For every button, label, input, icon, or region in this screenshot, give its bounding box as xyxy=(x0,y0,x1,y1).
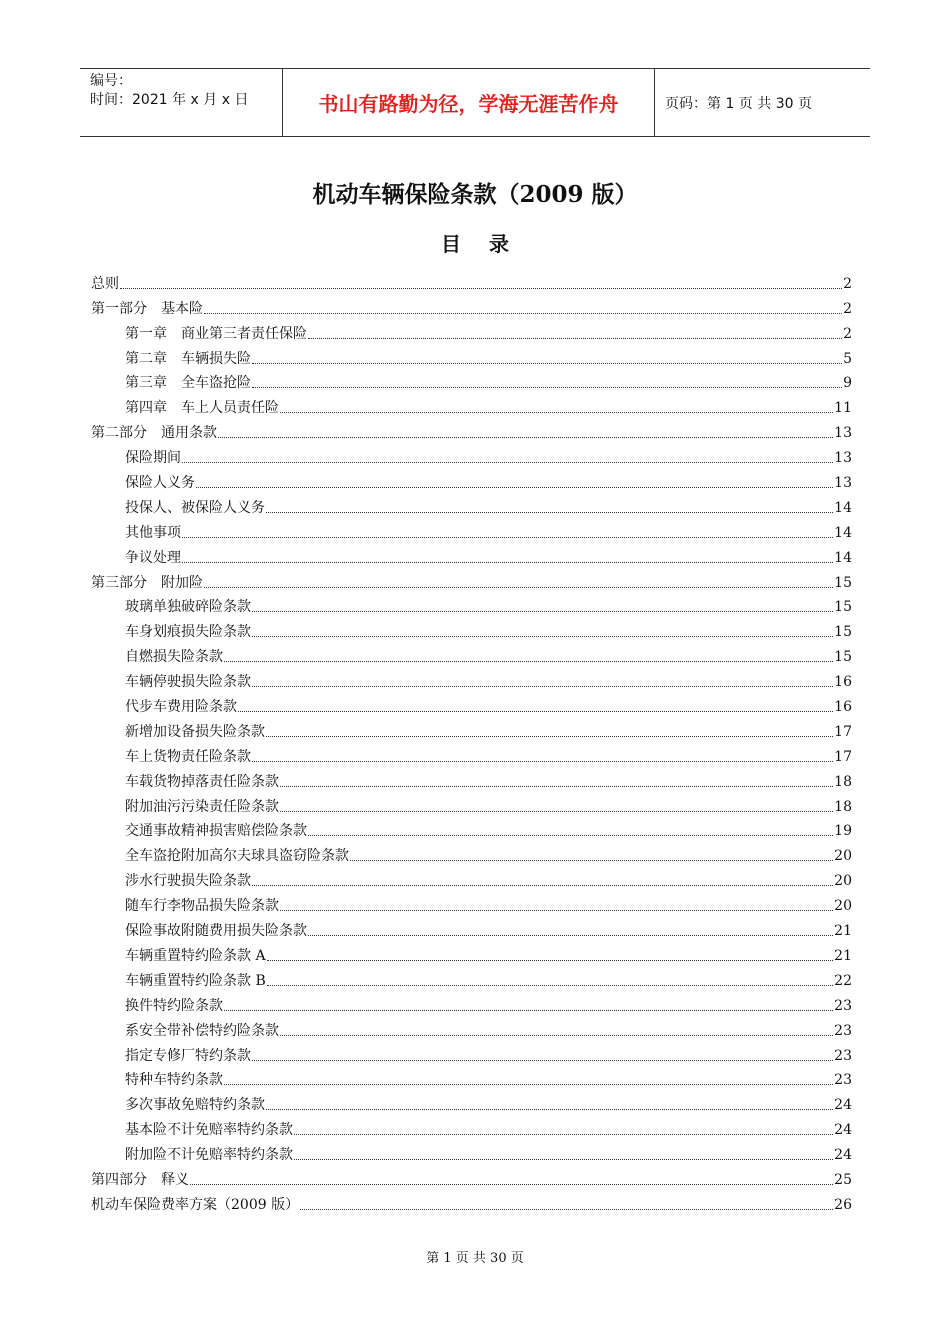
toc-entry-page: 26 xyxy=(834,1196,852,1213)
toc-leader-dots xyxy=(280,412,833,413)
toc-entry[interactable] xyxy=(91,592,852,617)
toc-entry[interactable] xyxy=(91,1040,852,1065)
toc-entry-label: 投保人、被保险人义务 xyxy=(125,499,265,516)
toc-entry-label: 附加油污污染责任险条款 xyxy=(125,798,279,815)
toc-entry-page: 15 xyxy=(834,574,852,591)
toc-entry-label: 第四章 车上人员责任险 xyxy=(125,400,279,417)
toc-leader-dots xyxy=(266,736,833,737)
toc-entry-label: 换件特约险条款 xyxy=(125,997,223,1014)
toc-entry[interactable] xyxy=(91,492,852,517)
header-page-info: 页码：第 1 页 共 30 页 xyxy=(665,95,812,112)
toc-leader-dots xyxy=(308,338,842,339)
toc-entry[interactable] xyxy=(91,442,852,467)
toc-leader-dots xyxy=(267,960,834,961)
toc-entry-label: 保险人义务 xyxy=(125,475,195,492)
toc-leader-dots xyxy=(190,1184,833,1185)
toc-entry-label: 车身划痕损失险条款 xyxy=(125,624,251,641)
toc-leader-dots xyxy=(252,611,833,612)
toc-entry-label: 代步车费用险条款 xyxy=(125,699,237,716)
toc-entry[interactable] xyxy=(91,417,852,442)
toc-entry[interactable] xyxy=(91,1015,852,1040)
toc-leader-dots xyxy=(120,288,842,289)
toc-entry[interactable] xyxy=(91,890,852,915)
toc-entry-label: 机动车保险费率方案（2009 版） xyxy=(91,1196,300,1213)
toc-entry-label: 第三部分 附加险 xyxy=(91,574,203,591)
toc-entry[interactable] xyxy=(91,641,852,666)
toc-entry-label: 随车行李物品损失险条款 xyxy=(125,898,279,915)
toc-leader-dots xyxy=(280,910,833,911)
toc-entry-label: 总则 xyxy=(91,275,119,292)
page-footer: 第 1 页 共 30 页 xyxy=(426,1251,524,1266)
toc-entry-label: 车辆重置特约险条款 B xyxy=(125,972,266,989)
toc-leader-dots xyxy=(252,636,833,637)
toc-entry-label: 其他事项 xyxy=(125,524,181,541)
toc-entry-page: 25 xyxy=(834,1171,852,1188)
header-left-cell xyxy=(80,69,282,136)
toc-entry-page: 23 xyxy=(834,1022,852,1039)
toc-entry-label: 玻璃单独破碎险条款 xyxy=(125,599,251,616)
toc-entry-page: 22 xyxy=(834,972,852,989)
toc-entry[interactable] xyxy=(91,517,852,542)
toc-leader-dots xyxy=(294,1134,833,1135)
toc-entry[interactable] xyxy=(91,616,852,641)
toc-entry[interactable] xyxy=(91,666,852,691)
toc-entry-page: 20 xyxy=(834,873,852,890)
toc-heading: 目录 xyxy=(441,232,537,256)
toc-entry-page: 2 xyxy=(843,300,852,317)
toc-entry-page: 15 xyxy=(834,599,852,616)
toc-entry-page: 17 xyxy=(834,748,852,765)
toc-entry[interactable] xyxy=(91,816,852,841)
toc-entry-label: 第二部分 通用条款 xyxy=(91,425,217,442)
toc-leader-dots xyxy=(182,537,833,538)
motto: 书山有路勤为径，学海无涯苦作舟 xyxy=(282,69,655,136)
toc-entry-label: 第三章 全车盗抢险 xyxy=(125,375,251,392)
toc-entry-page: 2 xyxy=(843,325,852,342)
toc-leader-dots xyxy=(224,661,833,662)
toc-entry[interactable] xyxy=(91,691,852,716)
toc-entry-page: 20 xyxy=(834,898,852,915)
toc-entry[interactable] xyxy=(91,865,852,890)
toc-entry[interactable] xyxy=(91,567,852,592)
toc-leader-dots xyxy=(196,487,833,488)
toc-entry-label: 系安全带补偿特约险条款 xyxy=(125,1022,279,1039)
toc-entry[interactable] xyxy=(91,840,852,865)
toc-entry-page: 5 xyxy=(843,350,852,367)
toc-entry[interactable] xyxy=(91,1114,852,1139)
toc-entry-page: 13 xyxy=(834,475,852,492)
toc-entry-label: 车上货物责任险条款 xyxy=(125,748,251,765)
toc-entry-page: 11 xyxy=(834,400,852,417)
toc-entry-page: 2 xyxy=(843,275,852,292)
toc-entry-label: 全车盗抢附加高尔夫球具盗窃险条款 xyxy=(125,848,349,865)
toc-entry[interactable] xyxy=(91,1189,852,1214)
toc-entry-page: 14 xyxy=(834,549,852,566)
toc-entry-label: 指定专修厂特约条款 xyxy=(125,1047,251,1064)
toc-entry-label: 保险期间 xyxy=(125,450,181,467)
toc-entry-label: 特种车特约条款 xyxy=(125,1072,223,1089)
toc-entry-label: 第四部分 释义 xyxy=(91,1171,189,1188)
toc-leader-dots xyxy=(308,835,833,836)
time-label: 时间：2021 年 x 月 x 日 xyxy=(90,92,249,108)
toc-entry-label: 新增加设备损失险条款 xyxy=(125,723,265,740)
toc-leader-dots xyxy=(224,1010,833,1011)
toc-entry[interactable] xyxy=(91,741,852,766)
toc-leader-dots xyxy=(308,935,833,936)
toc-entry[interactable] xyxy=(91,1139,852,1164)
toc-entry-page: 24 xyxy=(834,1097,852,1114)
toc-entry-page: 24 xyxy=(834,1122,852,1139)
toc-entry[interactable] xyxy=(91,1089,852,1114)
toc-leader-dots xyxy=(218,437,833,438)
toc-entry[interactable] xyxy=(91,965,852,990)
toc-entry-page: 20 xyxy=(834,848,852,865)
document-title: 机动车辆保险条款（2009 版） xyxy=(312,181,638,208)
toc-entry-page: 14 xyxy=(834,524,852,541)
toc-leader-dots xyxy=(204,587,833,588)
toc-leader-dots xyxy=(350,860,833,861)
toc-entry-label: 车载货物掉落责任险条款 xyxy=(125,773,279,790)
toc-entry[interactable] xyxy=(91,1164,852,1189)
toc-leader-dots xyxy=(267,985,833,986)
toc-entry-label: 第一章 商业第三者责任保险 xyxy=(125,325,307,342)
toc-entry-page: 13 xyxy=(834,450,852,467)
toc-leader-dots xyxy=(300,1209,833,1210)
toc-leader-dots xyxy=(294,1159,833,1160)
toc-entry-page: 16 xyxy=(834,674,852,691)
toc-entry-label: 保险事故附随费用损失险条款 xyxy=(125,923,307,940)
toc-entry-page: 18 xyxy=(834,773,852,790)
toc-entry[interactable] xyxy=(91,766,852,791)
toc-entry[interactable] xyxy=(91,791,852,816)
toc-entry-page: 13 xyxy=(834,425,852,442)
toc-leader-dots xyxy=(252,363,842,364)
toc-leader-dots xyxy=(252,686,833,687)
toc-leader-dots xyxy=(252,885,833,886)
toc-entry-page: 15 xyxy=(834,649,852,666)
toc-leader-dots xyxy=(182,562,833,563)
toc-entry-label: 附加险不计免赔率特约条款 xyxy=(125,1147,293,1164)
toc-leader-dots xyxy=(252,761,833,762)
toc-entry-page: 23 xyxy=(834,1047,852,1064)
toc-leader-dots xyxy=(238,711,833,712)
toc-entry-label: 涉水行驶损失险条款 xyxy=(125,873,251,890)
table-of-contents xyxy=(91,268,852,1214)
toc-entry-page: 24 xyxy=(834,1147,852,1164)
toc-leader-dots xyxy=(280,1035,833,1036)
toc-entry-label: 交通事故精神损害赔偿险条款 xyxy=(125,823,307,840)
toc-entry-label: 第一部分 基本险 xyxy=(91,300,203,317)
toc-entry[interactable] xyxy=(91,268,852,293)
toc-entry-page: 9 xyxy=(843,375,852,392)
toc-entry-page: 15 xyxy=(834,624,852,641)
number-label: 编号： xyxy=(90,73,132,89)
toc-leader-dots xyxy=(280,811,833,812)
toc-leader-dots xyxy=(224,1084,833,1085)
toc-entry-page: 21 xyxy=(834,923,852,940)
toc-entry-page: 23 xyxy=(834,1072,852,1089)
toc-entry-page: 19 xyxy=(834,823,852,840)
toc-entry-label: 基本险不计免赔率特约条款 xyxy=(125,1122,293,1139)
toc-leader-dots xyxy=(280,786,833,787)
toc-entry[interactable] xyxy=(91,542,852,567)
toc-entry-label: 争议处理 xyxy=(125,549,181,566)
toc-entry-label: 多次事故免赔特约条款 xyxy=(125,1097,265,1114)
toc-leader-dots xyxy=(252,1060,833,1061)
toc-entry[interactable] xyxy=(91,343,852,368)
toc-entry[interactable] xyxy=(91,467,852,492)
toc-leader-dots xyxy=(204,313,842,314)
toc-leader-dots xyxy=(266,1109,833,1110)
toc-entry-page: 16 xyxy=(834,699,852,716)
toc-leader-dots xyxy=(266,512,833,513)
toc-entry[interactable] xyxy=(91,716,852,741)
toc-entry-label: 车辆停驶损失险条款 xyxy=(125,674,251,691)
toc-entry[interactable] xyxy=(91,940,852,965)
toc-entry[interactable] xyxy=(91,318,852,343)
toc-entry-page: 18 xyxy=(834,798,852,815)
toc-entry[interactable] xyxy=(91,293,852,318)
toc-entry[interactable] xyxy=(91,990,852,1015)
toc-leader-dots xyxy=(252,387,842,388)
toc-entry-page: 21 xyxy=(834,947,852,964)
toc-entry-page: 14 xyxy=(834,499,852,516)
toc-entry-label: 车辆重置特约险条款 A xyxy=(125,947,266,964)
toc-entry-page: 23 xyxy=(834,997,852,1014)
document-header xyxy=(80,68,870,137)
toc-entry-label: 自燃损失险条款 xyxy=(125,649,223,666)
toc-entry-label: 第二章 车辆损失险 xyxy=(125,350,251,367)
toc-leader-dots xyxy=(182,462,833,463)
toc-entry[interactable] xyxy=(91,392,852,417)
toc-entry[interactable] xyxy=(91,915,852,940)
toc-entry[interactable] xyxy=(91,1065,852,1090)
toc-entry[interactable] xyxy=(91,368,852,393)
toc-entry-page: 17 xyxy=(834,723,852,740)
